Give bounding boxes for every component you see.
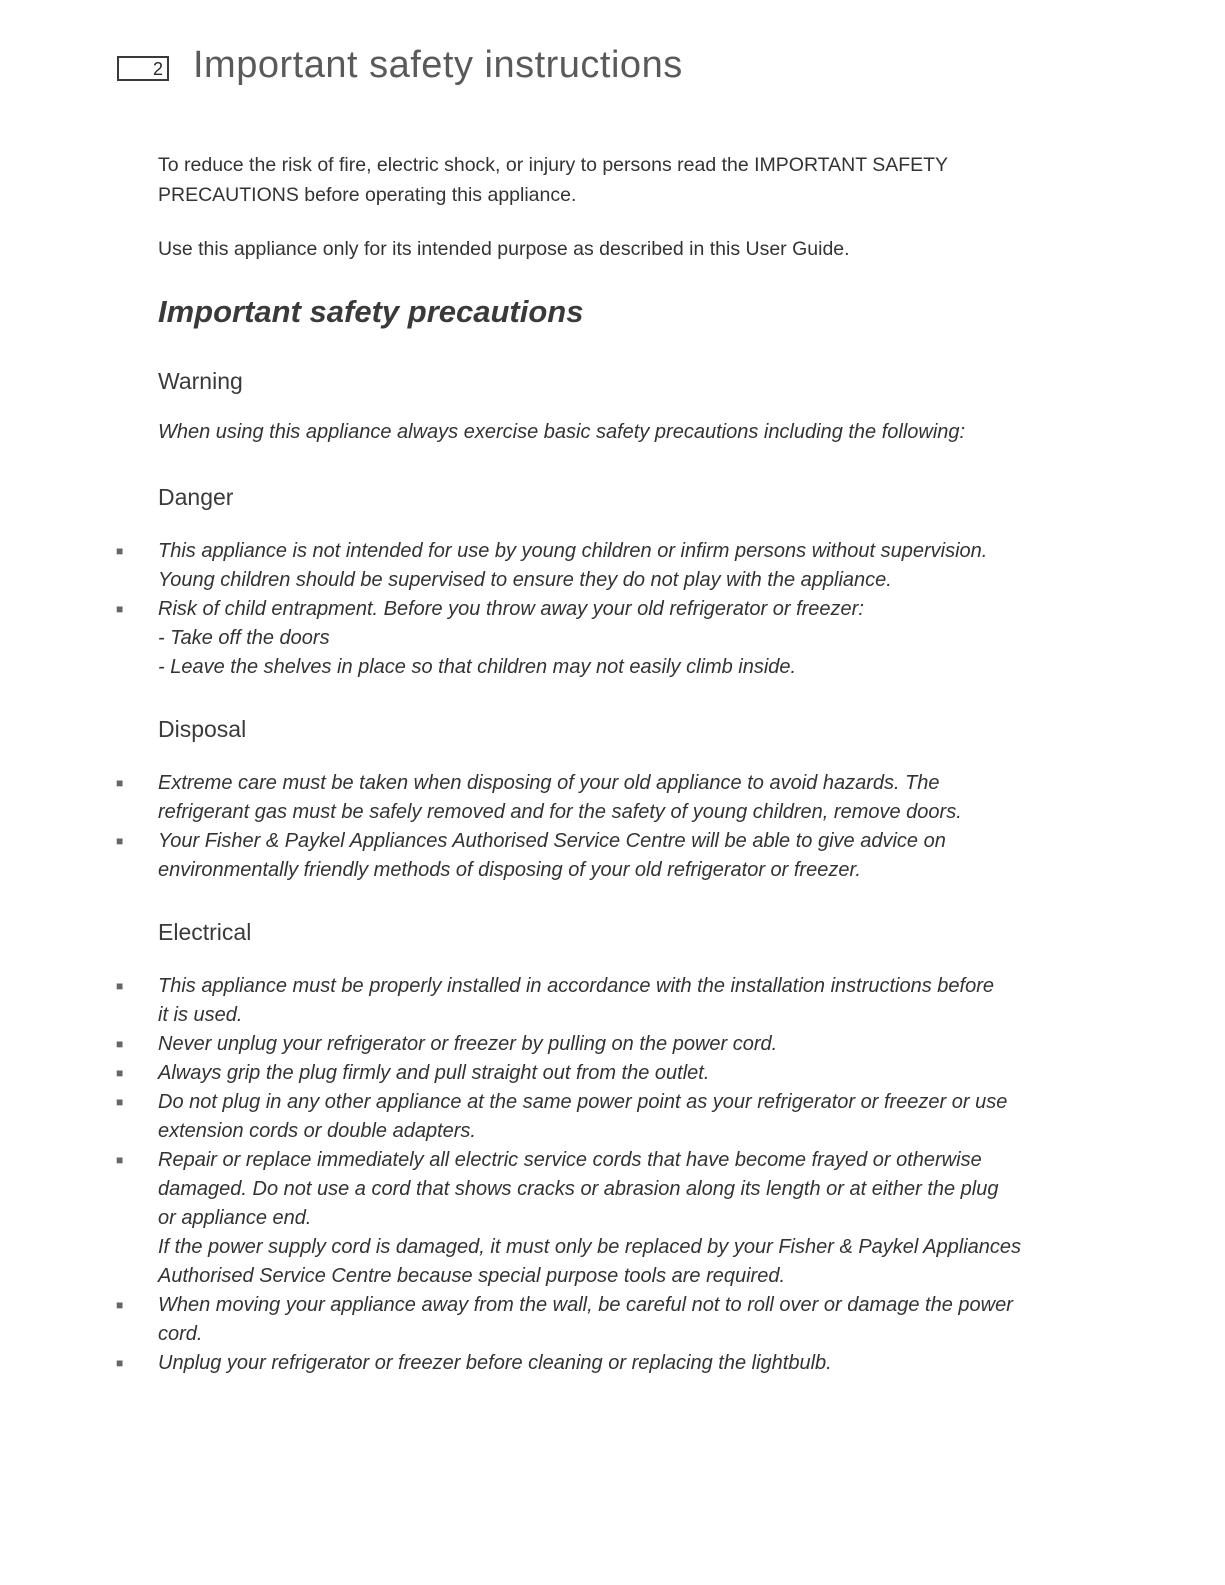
electrical-item-5-line-3: or appliance end.: [158, 1207, 312, 1229]
danger-item-2-line-2: - Take off the doors: [158, 627, 330, 649]
electrical-list: [116, 972, 1098, 1378]
disposal-item-1: [116, 769, 1098, 827]
bullet-square-icon: ■: [116, 602, 124, 616]
page-number: 2: [152, 58, 163, 79]
electrical-item-6-line-1: When moving your appliance away from the wall, be careful not to roll over or damage the power: [158, 1294, 1013, 1316]
page-header: [117, 42, 683, 88]
bullet-square-icon: ■: [116, 776, 124, 790]
electrical-item-2: [116, 1030, 1098, 1059]
disposal-heading: Disposal: [158, 716, 247, 742]
intro-section: [158, 150, 1098, 264]
intro-paragraph-1-line-2: PRECAUTIONS before operating this appliance.: [158, 184, 577, 206]
bullet-square-icon: ■: [116, 1095, 124, 1109]
electrical-item-1: [116, 972, 1098, 1030]
electrical-item-7: [116, 1349, 1098, 1378]
danger-heading: Danger: [158, 484, 234, 510]
bullet-square-icon: ■: [116, 544, 124, 558]
electrical-item-2-line-1: Never unplug your refrigerator or freezer by pulling on the power cord.: [158, 1033, 778, 1055]
danger-item-1-line-2: Young children should be supervised to ensure they do not play with the appliance.: [158, 569, 892, 591]
disposal-item-2: [116, 827, 1098, 885]
bullet-square-icon: ■: [116, 1356, 124, 1370]
electrical-item-4: [116, 1088, 1098, 1146]
intro-paragraph-1-line-1: To reduce the risk of fire, electric shock, or injury to persons read the IMPORTANT SAFETY: [158, 154, 949, 176]
disposal-item-2-line-2: environmentally friendly methods of disposing of your old refrigerator or freezer.: [158, 859, 861, 881]
electrical-item-6: [116, 1291, 1098, 1349]
danger-item-1-line-1: This appliance is not intended for use by young children or infirm persons without supervision.: [158, 540, 988, 562]
electrical-item-5-line-4: If the power supply cord is damaged, it must only be replaced by your Fisher & Paykel Appliances: [158, 1236, 1022, 1258]
intro-paragraph-2: Use this appliance only for its intended purpose as described in this User Guide.: [158, 238, 850, 260]
electrical-item-4-line-1: Do not plug in any other appliance at the same power point as your refrigerator or freezer or use: [158, 1091, 1008, 1113]
danger-item-2-line-3: - Leave the shelves in place so that children may not easily climb inside.: [158, 656, 797, 678]
disposal-item-2-line-1: Your Fisher & Paykel Appliances Authorised Service Centre will be able to give advice on: [158, 830, 946, 852]
page-title: Important safety instructions: [193, 43, 683, 86]
electrical-item-4-line-2: extension cords or double adapters.: [158, 1120, 476, 1142]
electrical-item-5-line-2: damaged. Do not use a cord that shows cracks or abrasion along its length or at either the plug: [158, 1178, 999, 1200]
electrical-item-3-line-1: Always grip the plug firmly and pull straight out from the outlet.: [158, 1062, 710, 1084]
disposal-item-1-line-1: Extreme care must be taken when disposing of your old appliance to avoid hazards. The: [158, 772, 940, 794]
bullet-square-icon: ■: [116, 1066, 124, 1080]
electrical-item-3: [116, 1059, 1098, 1088]
disposal-item-1-line-2: refrigerant gas must be safely removed and for the safety of young children, remove doors.: [158, 801, 962, 823]
electrical-item-5-line-1: Repair or replace immediately all electric service cords that have become frayed or otherwise: [158, 1149, 982, 1171]
main-content: [116, 150, 1098, 1378]
electrical-item-5: [116, 1146, 1098, 1291]
electrical-item-1-line-2: it is used.: [158, 1004, 243, 1026]
bullet-square-icon: ■: [116, 1037, 124, 1051]
electrical-item-5-line-5: Authorised Service Centre because special purpose tools are required.: [158, 1265, 786, 1287]
danger-item-2-line-1: Risk of child entrapment. Before you throw away your old refrigerator or freezer:: [158, 598, 864, 620]
intro-paragraph-1: [158, 150, 1098, 210]
disposal-list: [116, 769, 1098, 885]
electrical-item-1-line-1: This appliance must be properly installed in accordance with the installation instructions before: [158, 975, 995, 997]
bullet-square-icon: ■: [116, 1298, 124, 1312]
page-number-box: [117, 56, 169, 81]
warning-text: When using this appliance always exercise basic safety precautions including the following:: [158, 421, 966, 443]
electrical-item-7-line-1: Unplug your refrigerator or freezer before cleaning or replacing the lightbulb.: [158, 1352, 832, 1374]
danger-item-1: [116, 537, 1098, 595]
warning-heading: Warning: [158, 368, 243, 394]
electrical-item-6-line-2: cord.: [158, 1323, 203, 1345]
bullet-square-icon: ■: [116, 834, 124, 848]
precautions-heading: Important safety precautions: [158, 294, 584, 329]
danger-item-2: [116, 595, 1098, 682]
bullet-square-icon: ■: [116, 1153, 124, 1167]
electrical-heading: Electrical: [158, 919, 252, 945]
bullet-square-icon: ■: [116, 979, 124, 993]
danger-list: [116, 537, 1098, 682]
